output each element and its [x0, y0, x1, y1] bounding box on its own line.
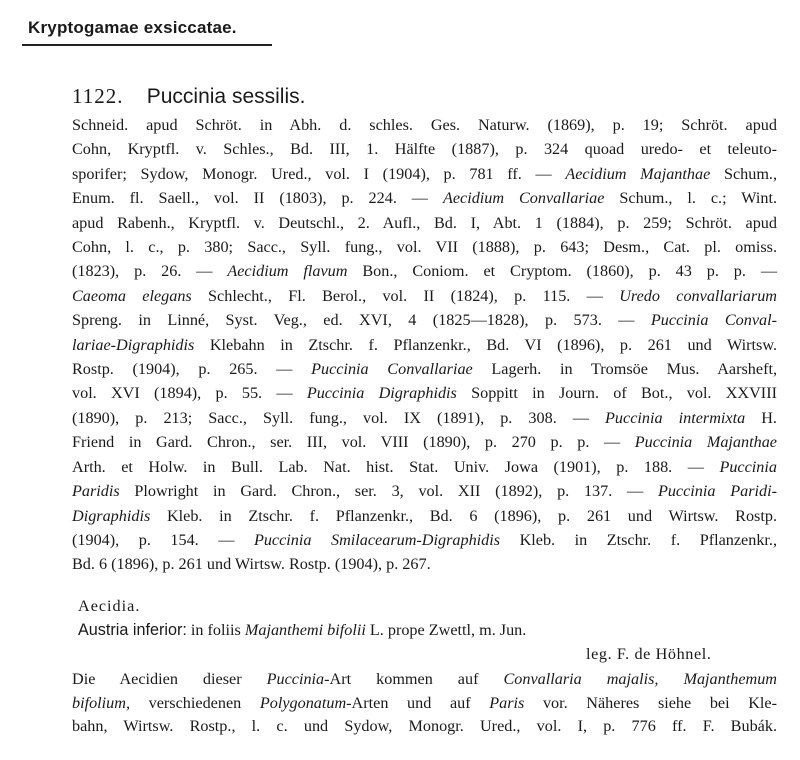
- text-segment: Schum.,: [710, 164, 778, 183]
- taxon-name: Convallaria majalis, Majanthemum: [503, 670, 777, 688]
- text-segment: vor. Näheres siehe bei Kle-: [524, 693, 777, 712]
- text-line: [72, 333, 777, 357]
- text-segment: Arth. et Holw. in Bull. Lab. Nat. hist. Stat. Univ. Jowa (1901), p. 188. —: [72, 457, 720, 476]
- text-segment: sporifer; Sydow, Monogr. Ured., vol. I (1904), p. 781 ff. —: [72, 164, 566, 183]
- text-line: [72, 308, 777, 332]
- text-line: [72, 715, 777, 739]
- text-line: [72, 259, 777, 283]
- text-line: [72, 406, 777, 430]
- taxon-name: Puccinia: [719, 457, 777, 476]
- text-line: [72, 211, 777, 235]
- text-segment: Cohn, Kryptfl. v. Schles., Bd. III, 1. Hälfte (1887), p. 324 quoad uredo- et teleuto-: [72, 140, 777, 159]
- entry-number: 1122.: [72, 84, 124, 108]
- text-segment: Klebahn in Ztschr. f. Pflanzenkr., Bd. VI (1896), p. 261 und Wirtsw.: [194, 335, 777, 354]
- text-segment: Plowright in Gard. Chron., ser. 3, vol. XII (1892), p. 137. —: [119, 482, 658, 501]
- text-line: [72, 381, 777, 405]
- locality-post: L. prope Zwettl, m. Jun.: [365, 621, 527, 639]
- text-segment: Lagerh. in Tromsöe Mus. Aarsheft,: [472, 360, 778, 379]
- text-segment: Die Aecidien dieser: [72, 670, 267, 688]
- taxon-name: Puccinia Smilacearum-Digraphidis: [253, 530, 501, 549]
- text-line: [72, 162, 777, 186]
- text-segment: verschiedenen: [130, 693, 260, 712]
- text-segment: apud Rabenh., Kryptfl. v. Deutschl., 2. Aufl., Bd. I, Abt. 1 (1884), p. 259; Schröt. apud: [72, 213, 777, 232]
- taxon-name: Aecidium Convallariae: [442, 189, 605, 208]
- stage-label: Aecidia.: [78, 597, 141, 615]
- text-segment: Friend in Gard. Chron., ser. III, vol. VIII (1890), p. 270 p. p. —: [72, 433, 635, 452]
- text-segment: Schlecht., Fl. Berol., vol. II (1824), p. 115. —: [191, 286, 620, 305]
- text-segment: (1890), p. 213; Sacc., Syll. fung., vol. IX (1891), p. 308. —: [72, 408, 606, 427]
- text-line: [72, 113, 777, 137]
- text-segment: bahn, Wirtsw. Rostp., l. c. und Sydow, Monogr. Ured., vol. I, p. 776 ff. F. Bubák.: [72, 717, 777, 736]
- taxon-name: Puccinia intermixta: [605, 408, 746, 427]
- taxon-name: Puccinia Conval-: [650, 311, 778, 330]
- text-line: [72, 692, 777, 716]
- synonymy-text: [72, 113, 777, 577]
- remarks-paragraph: [72, 668, 777, 739]
- taxon-name: Digraphidis: [72, 506, 151, 525]
- species-name: Puccinia sessilis.: [146, 85, 306, 108]
- text-segment: -Arten und auf: [346, 693, 490, 712]
- text-line: [72, 479, 777, 503]
- taxon-name: Puccinia Digraphidis: [306, 384, 457, 403]
- taxon-name: Uredo convallariarum: [619, 286, 777, 305]
- text-segment: Enum. fl. Saell., vol. II (1803), p. 224. —: [72, 189, 443, 208]
- text-line: [72, 186, 777, 210]
- text-segment: Bon., Coniom. et Cryptom. (1860), p. 43 p. p. —: [347, 262, 778, 281]
- text-segment: H.: [745, 408, 777, 427]
- collector-line: leg. F. de Höhnel.: [586, 645, 712, 663]
- taxon-name: lariae-Digraphidis: [72, 335, 195, 354]
- taxon-name: Aecidium flavum: [227, 262, 348, 281]
- taxon-name: Aecidium Majanthae: [565, 164, 711, 183]
- text-segment: Schneid. apud Schröt. in Abh. d. schles. Ges. Naturw. (1869), p. 19; Schröt. apud: [72, 116, 777, 134]
- text-line: [72, 455, 777, 479]
- taxon-name: Puccinia Paridi-: [657, 482, 777, 501]
- text-segment: Kleb. in Ztschr. f. Pflanzenkr.,: [500, 530, 778, 549]
- text-segment: (1823), p. 26. —: [72, 262, 228, 281]
- text-segment: vol. XVI (1894), p. 55. —: [72, 384, 307, 403]
- locality-region: Austria inferior:: [78, 621, 187, 639]
- series-header: Kryptogamae exsiccatae.: [28, 18, 237, 37]
- text-line: [72, 235, 777, 259]
- text-segment: Schum., l. c.; Wint.: [604, 189, 777, 208]
- taxon-name: Puccinia: [266, 670, 325, 688]
- text-line: [72, 552, 777, 576]
- text-segment: Spreng. in Linné, Syst. Veg., ed. XVI, 4 (1825—1828), p. 573. —: [72, 311, 651, 330]
- header-underline: [22, 44, 272, 46]
- locality-pre: in foliis: [186, 621, 245, 639]
- text-line: [72, 357, 777, 381]
- text-segment: Bd. 6 (1896), p. 261 und Wirtsw. Rostp. (1904), p. 267.: [72, 555, 431, 574]
- text-segment: Soppitt in Journ. of Bot., vol. XXVIII: [456, 384, 777, 403]
- text-line: [72, 430, 777, 454]
- locality-line: [78, 621, 526, 640]
- taxon-name: Caeoma elegans: [72, 286, 192, 305]
- text-line: [72, 668, 777, 692]
- text-line: [72, 284, 777, 308]
- entry-title: [72, 84, 305, 109]
- host-name: Majanthemi bifolii: [244, 621, 366, 639]
- text-segment: Rostp. (1904), p. 265. —: [72, 360, 312, 379]
- taxon-name: Paridis: [72, 482, 120, 501]
- text-segment: Kleb. in Ztschr. f. Pflanzenkr., Bd. 6 (1896), p. 261 und Wirtsw. Rostp.: [150, 506, 777, 525]
- taxon-name: Puccinia Majanthae: [634, 433, 777, 452]
- text-segment: (1904), p. 154. —: [72, 530, 254, 549]
- text-segment: Cohn, l. c., p. 380; Sacc., Syll. fung., vol. VII (1888), p. 643; Desm., Cat. pl. omiss.: [72, 238, 777, 257]
- taxon-name: Polygonatum: [259, 693, 347, 712]
- text-line: [72, 504, 777, 528]
- text-line: [72, 528, 777, 552]
- text-segment: -Art kommen auf: [324, 670, 504, 688]
- taxon-name: Paris: [489, 693, 525, 712]
- taxon-name: Puccinia Convallariae: [311, 360, 473, 379]
- taxon-name: bifolium,: [72, 693, 131, 712]
- text-line: [72, 137, 777, 161]
